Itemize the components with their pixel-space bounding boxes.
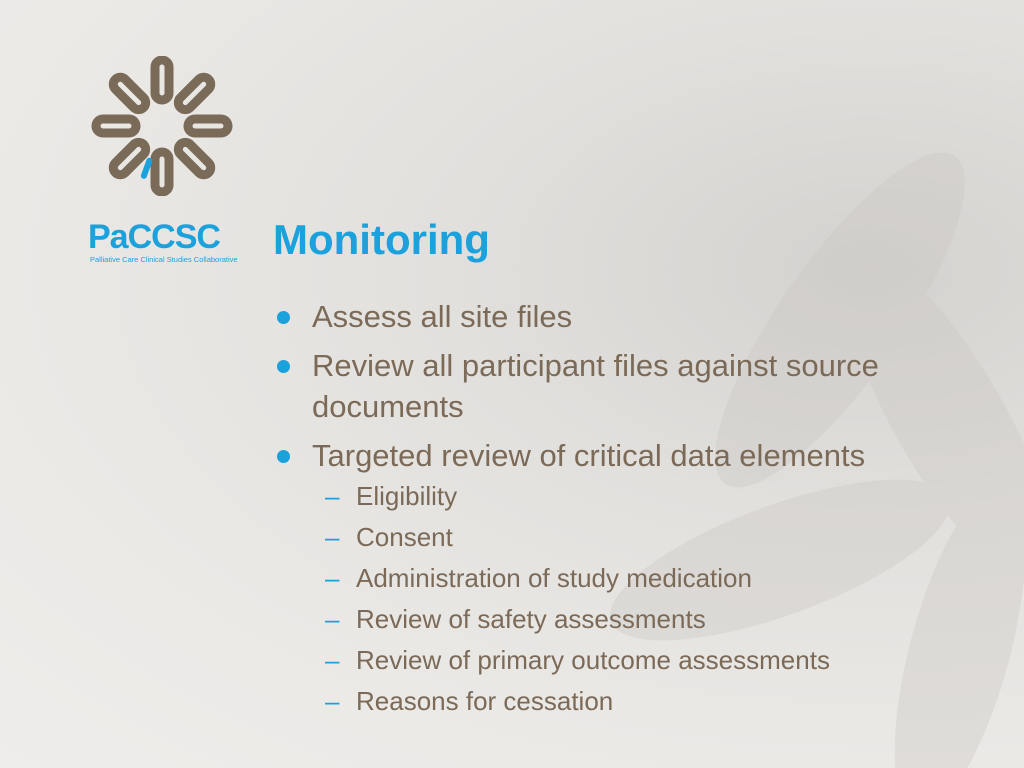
bullet-item <box>274 296 974 337</box>
dash-bullet-icon: – <box>325 522 340 552</box>
sub-bullet-text: Review of primary outcome assessments <box>356 645 830 675</box>
sub-bullet-text: Eligibility <box>356 481 458 511</box>
sub-bullet-text: Consent <box>356 522 453 552</box>
bullet-dot-icon <box>277 360 290 373</box>
bullet-list <box>274 296 974 718</box>
sub-bullet-item <box>312 521 974 554</box>
logo-tagline: Palliative Care Clinical Studies Collaborative <box>90 255 238 264</box>
slide-content <box>274 296 974 726</box>
sub-bullet-item <box>312 644 974 677</box>
sub-bullet-text: Reasons for cessation <box>356 686 614 716</box>
sub-bullet-item <box>312 603 974 636</box>
dash-bullet-icon: – <box>325 563 340 593</box>
dash-bullet-icon: – <box>325 645 340 675</box>
sub-bullet-item <box>312 685 974 718</box>
paccsc-logo <box>84 56 240 268</box>
dash-bullet-icon: – <box>325 481 340 511</box>
dash-bullet-icon: – <box>325 686 340 716</box>
sub-bullet-text: Administration of study medication <box>356 563 752 593</box>
bullet-item <box>274 435 974 718</box>
bullet-text: Review all participant files against source documents <box>312 348 879 424</box>
bullet-text: Targeted review of critical data elements <box>312 438 866 473</box>
bullet-dot-icon <box>277 450 290 463</box>
bullet-text: Assess all site files <box>312 299 573 334</box>
slide-title: Monitoring <box>273 216 490 263</box>
sub-bullet-item <box>312 562 974 595</box>
dash-bullet-icon: – <box>325 604 340 634</box>
sub-bullet-list <box>312 480 974 718</box>
bullet-dot-icon <box>277 311 290 324</box>
logo-wordmark: PaCCSC <box>88 218 220 256</box>
paccsc-logo-mark-icon <box>84 56 240 196</box>
sub-bullet-text: Review of safety assessments <box>356 604 706 634</box>
bullet-item <box>274 345 974 427</box>
sub-bullet-item <box>312 480 974 513</box>
